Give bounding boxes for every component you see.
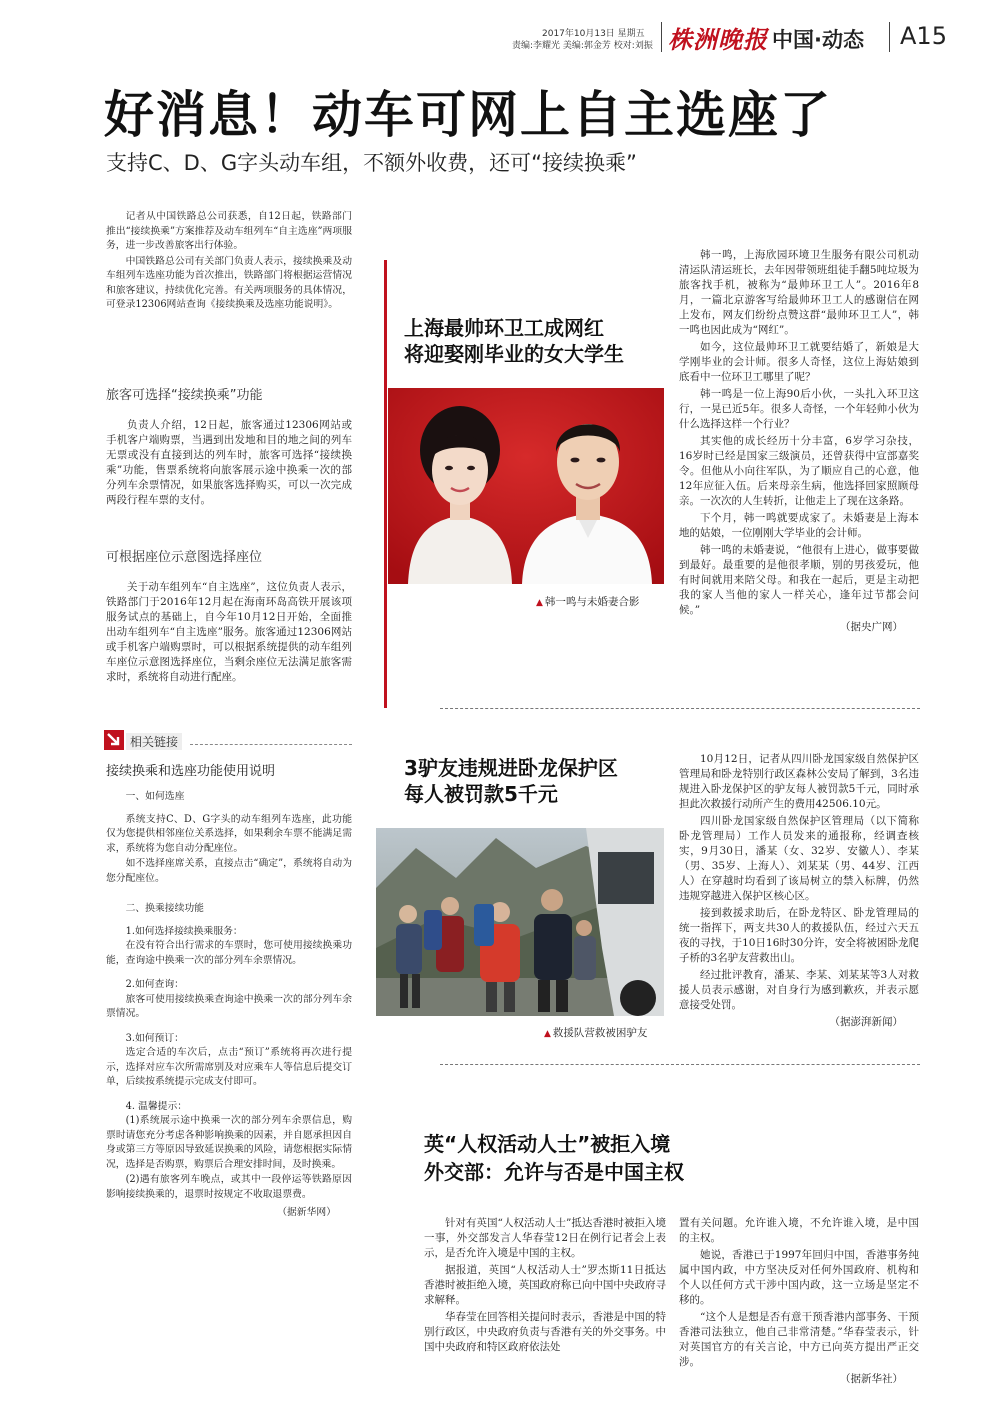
section1-text: 负责人介绍，12日起，旅客通过12306网站或手机客户端购票，当遇到出发地和目的地之间的列车无票或没有直接到达的列车时，旅客可选择“接续换乘”功能，售票系统将向旅客展示途中换乘一次的部分列车余票情况，如果旅客选择购买，可以一次完成两段行程车票的支付。 (106, 419, 352, 506)
section2-text-block (106, 580, 352, 687)
hk-paragraph: 针对有英国“人权活动人士”抵达香港时被拒入境一事，外交部发言人华春莹12日在例行记者会上表示，是否允许入境是中国的主权。 (424, 1217, 666, 1259)
related-link-rule (190, 744, 352, 745)
worker-source: （据央广网） (840, 621, 903, 633)
couple-photo-caption (536, 594, 639, 609)
hk-paragraph: 据报道，英国“人权活动人士”罗杰斯11日抵达香港时被拒绝入境，英国政府称已向中国中央政府寻求解释。 (424, 1264, 666, 1306)
main-headline: 好消息！动车可网上自主选座了 (104, 86, 832, 144)
hk-paragraph: “这个人是想是否有意干预香港内部事务、干预香港司法独立，他自己非常清楚。”华春莹表示，针对英国官方的有关言论，中方已向英方提出严正交涉。 (679, 1311, 919, 1368)
related-source: （据新华网） (277, 1207, 336, 1218)
related-part1-heading: 一、如何选座 (125, 791, 185, 802)
q3-text: 选定合适的车次后，点击“预订”系统将再次进行提示，选择对应车次所需席别及对应乘车人等信息后提交订单，后续按系统提示完成支付即可。 (106, 1047, 352, 1087)
q4-title: 4. 温馨提示： (125, 1100, 188, 1112)
header-divider-left (661, 22, 662, 52)
reserve-headline-2: 每人被罚款5千元 (404, 782, 558, 806)
couple-photo (388, 388, 664, 584)
hk-headline-1: 英“人权活动人士”被拒入境 (424, 1132, 671, 1156)
main-article-left-column (106, 210, 352, 314)
page-number: A15 (900, 22, 947, 50)
q4-item: (1)系统展示途中换乘一次的部分列车余票信息，购票时请您充分考虑各种影响换乘的因素，并自愿承担因自身或第三方等原因导致延误换乘的风险，请您根据实际情况，选择是否购票，购票后合理安排时间，及时换乘。 (106, 1115, 352, 1170)
q3-title: 3.如何预订： (125, 1032, 184, 1044)
header-divider-right (889, 22, 890, 52)
hk-paragraph: 她说，香港已于1997年回归中国，香港事务纯属中国内政，中方坚决反对任何外国政府、机构和个人以任何方式干涉中国内政，这一立场是坚定不移的。 (679, 1249, 919, 1306)
rescue-photo-caption (544, 1025, 647, 1040)
main-subheadline: 支持C、D、G字头动车组，不额外收费，还可“接续换乘” (106, 151, 637, 175)
intro-paragraph: 中国铁路总公司有关部门负责人表示，接续换乘及动车组列车选座功能为首次推出，铁路部门将根据运营情况和旅客建议，持续优化完善。有关两项服务的具体情况，可登录12306网站查询《接续换乘及选座功能说明》。 (106, 255, 352, 310)
section2-title: 可根据座位示意图选择座位 (106, 550, 263, 565)
q4-item: (2)遇有旅客列车晚点，或其中一段停运等铁路原因影响接续换乘的，退票时按规定不收取退票费。 (106, 1174, 352, 1200)
worker-paragraph: 下个月，韩一鸣就要成家了。未婚妻是上海本地的姑娘，一位刚刚大学毕业的会计师。 (679, 512, 919, 539)
caption-triangle-icon: ▲ (536, 598, 543, 608)
column-red-rule (384, 260, 387, 708)
header-date: 2017年10月13日 星期五 (542, 29, 645, 39)
reserve-paragraph: 接到救援求助后，在卧龙特区、卧龙管理局的统一指挥下，两支共30人的救援队伍，经过六天五夜的寻找，于10日16时30分许，安全将被困卧龙爬子桥的3名驴友营救出山。 (679, 907, 919, 964)
related-link-marker (104, 730, 124, 754)
reserve-paragraph: 经过批评教育，潘某、李某、刘某某等3人对救援人员表示感谢，对自身行为感到歉疚，并表示愿意接受处罚。 (679, 969, 919, 1011)
reserve-source: （据澎湃新闻） (829, 1016, 903, 1028)
related-part1-text (106, 813, 352, 887)
caption-text: 韩一鸣与未婚妻合影 (544, 596, 640, 608)
hk-headline-2: 外交部：允许与否是中国主权 (424, 1160, 684, 1184)
arrow-down-right-icon (104, 730, 124, 750)
related-link-label: 相关链接 (126, 733, 182, 750)
reserve-headline-1: 3驴友违规进卧龙保护区 (404, 756, 618, 780)
q1-title: 1.如何选择接续换乘服务： (125, 925, 243, 937)
worker-paragraph: 韩一鸣，上海欣园环境卫生服务有限公司机动清运队清运班长，去年因带领班组徒手翻5吨垃圾为旅客找手机，被称为“最帅环卫工人”。2016年8月，一篇北京游客写给最帅环卫工人的感谢信在网上发布，网友们纷纷点赞这群“最帅环卫工人”，韩一鸣也因此成为“网红”。 (679, 249, 919, 336)
intro-paragraph: 记者从中国铁路总公司获悉，自12日起，铁路部门推出“接续换乘”方案推荐及动车组列车“自主选座”两项服务，进一步改善旅客出行体验。 (106, 211, 352, 251)
q1-text: 在没有符合出行需求的车票时，您可使用接续换乘功能，查询途中换乘一次的部分列车余票情况。 (106, 940, 352, 966)
hk-text-left (424, 1216, 666, 1357)
hk-text-right (679, 1216, 919, 1387)
worker-paragraph: 其实他的成长经历十分丰富，6岁学习杂技，16岁时已经是国家三级演员，还曾获得中宣部嘉奖令。但他从小向往军队，为了顺应自己的心意，他12年应征入伍。后来母亲生病，他选择回家照顾母亲。一次次的人生转折，让他走上了现在这条路。 (679, 435, 919, 507)
worker-headline-2: 将迎娶刚毕业的女大学生 (404, 342, 624, 366)
story-divider (440, 1064, 920, 1065)
story-divider (440, 708, 920, 709)
related-body (106, 790, 352, 1221)
section1-text-block (106, 418, 352, 510)
related-part2-heading: 二、换乘接续功能 (125, 903, 204, 914)
rescue-photo (376, 828, 664, 1016)
related-paragraph: 系统支持C、D、G字头的动车组列车选座，此功能仅为您提供相邻座位关系选择，如果剩余车票不能满足需求，系统将为您自动分配座位。 (106, 813, 352, 854)
paper-logo: 株洲晚报 (668, 25, 768, 54)
section2-text: 关于动车组列车“自主选座”，这位负责人表示，铁路部门于2016年12月起在海南环岛高铁开展该项服务试点的基础上，自今年10月12日开始，全面推出动车组列车“自主选座”服务。旅客通过12306网站或手机客户端购票时，可以根据系统提供的动车组列车座位示意图选择座位，当剩余座位无法满足旅客需求时，系统将自动进行配座。 (106, 581, 352, 683)
hk-paragraph: 置有关问题。允许谁入境，不允许谁入境，是中国的主权。 (679, 1217, 919, 1244)
worker-paragraph: 韩一鸣是一位上海90后小伙，一头扎入环卫这行，一晃已近5年。很多人奇怪，一个年轻帅小伙为什么选择这样一个行业？ (679, 388, 919, 430)
q2-title: 2.如何查询： (125, 979, 184, 990)
q2-text: 旅客可使用接续换乘查询途中换乘一次的部分列车余票情况。 (106, 993, 352, 1019)
section1-title: 旅客可选择“接续换乘”功能 (106, 388, 263, 403)
section-name: 中国·动态 (772, 28, 864, 52)
hk-paragraph: 华春莹在回答相关提问时表示，香港是中国的特别行政区，中央政府负责与香港有关的外交事务。中国中央政府和特区政府依法处 (424, 1311, 666, 1353)
hk-source: （据新华社） (840, 1373, 903, 1385)
worker-paragraph: 如今，这位最帅环卫工就要结婚了，新娘是大学刚毕业的会计师。很多人奇怪，这位上海姑娘到底看中一位环卫工哪里了呢？ (679, 341, 919, 383)
reserve-paragraph: 10月12日，记者从四川卧龙国家级自然保护区管理局和卧龙特别行政区森林公安局了解到，3名违规进入卧龙保护区的驴友每人被罚款5千元，同时承担此次救援行动所产生的费用42506.10元。 (679, 753, 919, 810)
caption-triangle-icon: ▲ (544, 1029, 551, 1039)
related-paragraph: 如不选择座席关系，直接点击“确定”，系统将自动为您分配座位。 (106, 858, 352, 884)
header-editors: 责编:李耀光 美编:郭金芳 校对:刘振 (512, 41, 653, 51)
reserve-paragraph: 四川卧龙国家级自然保护区管理局（以下简称卧龙管理局）工作人员发来的通报称，经调查核实，9月30日，潘某（女、32岁、安徽人）、李某（男、35岁、上海人）、刘某某（男、44岁、江西人）在穿越时均看到了该局树立的禁入标牌，仍然违规穿越进入保护区核心区。 (679, 815, 919, 902)
worker-paragraph: 韩一鸣的未婚妻说，“他很有上进心，做事要做到最好。最重要的是他很孝顺，别的男孩爱玩，他有时间就用来陪父母。和我在一起后，更是主动把我的家人当他的家人一样关心，逢年过节都会问候。” (679, 544, 919, 616)
main-intro (106, 210, 352, 313)
reserve-text (679, 752, 919, 1030)
related-title: 接续换乘和选座功能使用说明 (106, 764, 276, 779)
worker-headline-1: 上海最帅环卫工成网红 (404, 316, 604, 340)
worker-text (679, 248, 919, 635)
caption-text: 救援队营救被困驴友 (552, 1027, 648, 1039)
